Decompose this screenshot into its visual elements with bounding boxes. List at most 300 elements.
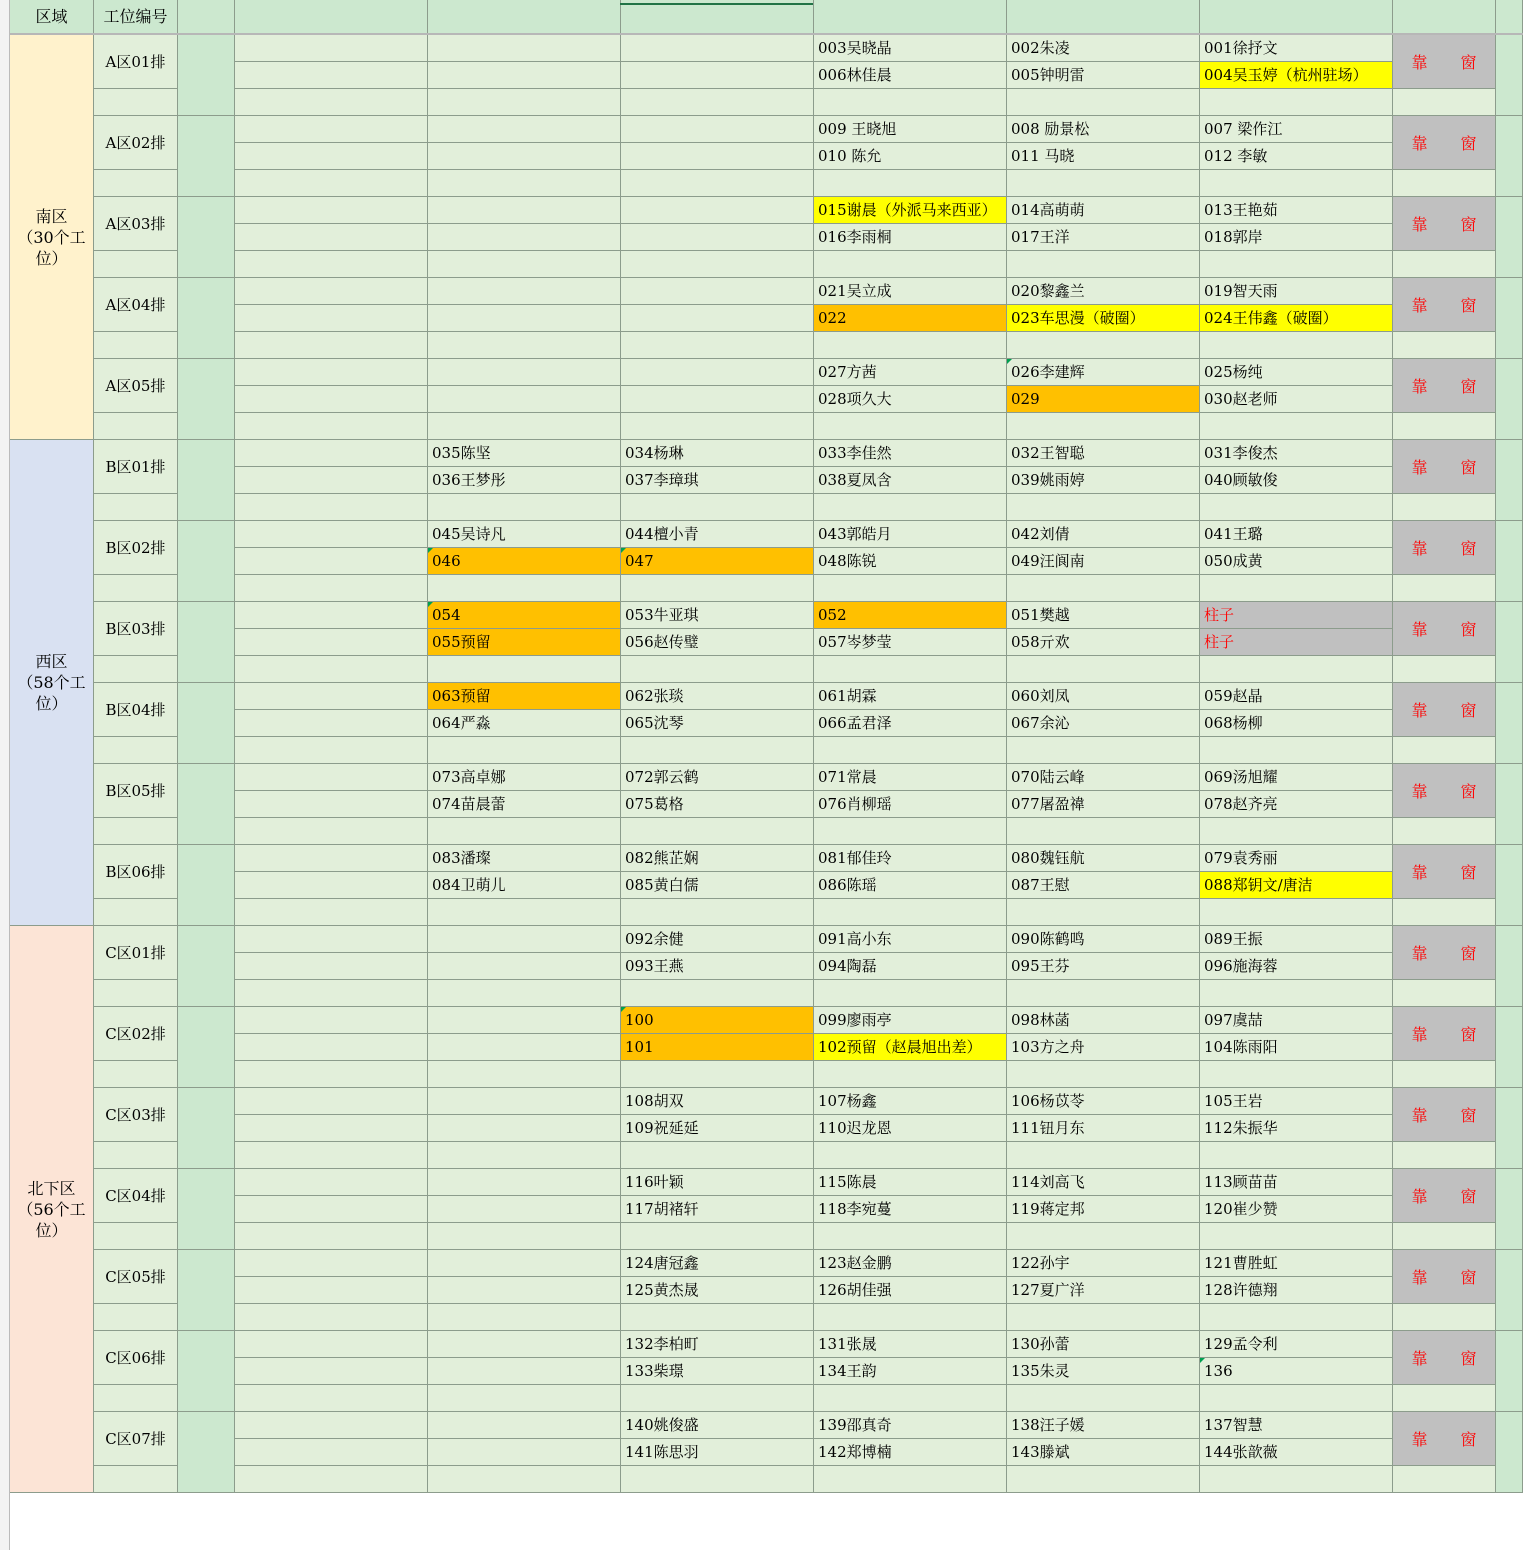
spacer-cell[interactable] bbox=[621, 899, 814, 926]
empty-seat-cell[interactable] bbox=[235, 926, 428, 953]
row-label[interactable]: B区02排 bbox=[94, 521, 178, 575]
spacer-cell[interactable] bbox=[814, 1223, 1007, 1250]
empty-seat-cell[interactable] bbox=[621, 197, 814, 224]
spacer-cell[interactable] bbox=[1393, 980, 1496, 1007]
seat-cell[interactable] bbox=[1007, 1277, 1200, 1304]
row-label[interactable]: B区04排 bbox=[94, 683, 178, 737]
header-station-no[interactable]: 工位编号 bbox=[94, 0, 178, 35]
seat-cell[interactable] bbox=[814, 953, 1007, 980]
spacer-cell[interactable] bbox=[621, 1061, 814, 1088]
spacer-cell[interactable] bbox=[428, 1466, 621, 1493]
seat-cell[interactable] bbox=[814, 1412, 1007, 1439]
spacer-cell[interactable] bbox=[94, 1385, 178, 1412]
empty-seat-cell[interactable] bbox=[235, 845, 428, 872]
spacer-cell[interactable] bbox=[1007, 818, 1200, 845]
seat-cell[interactable] bbox=[621, 764, 814, 791]
seat-cell[interactable] bbox=[621, 1034, 814, 1061]
seat-cell[interactable] bbox=[1200, 359, 1393, 386]
window-cell[interactable] bbox=[1393, 359, 1496, 413]
edge-column-cell[interactable] bbox=[1496, 440, 1523, 521]
seat-cell[interactable] bbox=[1007, 1034, 1200, 1061]
spacer-cell[interactable] bbox=[235, 494, 428, 521]
empty-seat-cell[interactable] bbox=[428, 953, 621, 980]
seat-cell[interactable] bbox=[428, 683, 621, 710]
seat-cell[interactable] bbox=[1007, 764, 1200, 791]
spacer-cell[interactable] bbox=[1200, 1304, 1393, 1331]
seat-cell[interactable] bbox=[814, 602, 1007, 629]
window-cell[interactable] bbox=[1393, 1412, 1496, 1466]
seat-cell[interactable] bbox=[1200, 926, 1393, 953]
spacer-cell[interactable] bbox=[1200, 1466, 1393, 1493]
spacer-cell[interactable] bbox=[1393, 89, 1496, 116]
spacer-cell[interactable] bbox=[1393, 170, 1496, 197]
spacer-cell[interactable] bbox=[1200, 818, 1393, 845]
empty-seat-cell[interactable] bbox=[235, 1439, 428, 1466]
edge-column-cell[interactable] bbox=[1496, 602, 1523, 683]
seat-cell[interactable] bbox=[621, 845, 814, 872]
spacer-cell[interactable] bbox=[1393, 818, 1496, 845]
seat-cell[interactable] bbox=[814, 1331, 1007, 1358]
seat-cell[interactable] bbox=[1200, 710, 1393, 737]
seat-cell[interactable] bbox=[814, 305, 1007, 332]
empty-seat-cell[interactable] bbox=[621, 143, 814, 170]
empty-column-cell[interactable] bbox=[178, 35, 235, 116]
empty-column-cell[interactable] bbox=[178, 521, 235, 602]
spacer-cell[interactable] bbox=[621, 413, 814, 440]
empty-seat-cell[interactable] bbox=[235, 764, 428, 791]
spacer-cell[interactable] bbox=[94, 251, 178, 278]
empty-column-cell[interactable] bbox=[178, 1169, 235, 1250]
seat-cell[interactable] bbox=[814, 278, 1007, 305]
header-zone[interactable]: 区域 bbox=[10, 0, 94, 35]
spacer-cell[interactable] bbox=[621, 251, 814, 278]
spacer-cell[interactable] bbox=[428, 1142, 621, 1169]
spacer-cell[interactable] bbox=[1393, 575, 1496, 602]
seat-cell[interactable] bbox=[621, 1196, 814, 1223]
window-cell[interactable] bbox=[1393, 683, 1496, 737]
header-cell[interactable] bbox=[428, 0, 621, 35]
spacer-cell[interactable] bbox=[814, 1466, 1007, 1493]
row-label[interactable]: A区04排 bbox=[94, 278, 178, 332]
empty-seat-cell[interactable] bbox=[235, 1034, 428, 1061]
row-label[interactable]: B区05排 bbox=[94, 764, 178, 818]
header-cell[interactable] bbox=[1393, 0, 1496, 35]
seat-cell[interactable] bbox=[621, 926, 814, 953]
spacer-cell[interactable] bbox=[1007, 1142, 1200, 1169]
seat-cell[interactable] bbox=[814, 1196, 1007, 1223]
seat-cell[interactable] bbox=[814, 116, 1007, 143]
spacer-cell[interactable] bbox=[235, 251, 428, 278]
seat-cell[interactable] bbox=[1200, 116, 1393, 143]
edge-column-cell[interactable] bbox=[1496, 926, 1523, 1007]
spacer-cell[interactable] bbox=[235, 1223, 428, 1250]
spacer-cell[interactable] bbox=[1200, 656, 1393, 683]
empty-column-cell[interactable] bbox=[178, 1331, 235, 1412]
window-cell[interactable] bbox=[1393, 197, 1496, 251]
empty-seat-cell[interactable] bbox=[428, 278, 621, 305]
empty-seat-cell[interactable] bbox=[428, 1358, 621, 1385]
seat-cell[interactable] bbox=[814, 791, 1007, 818]
spacer-cell[interactable] bbox=[94, 1304, 178, 1331]
spacer-cell[interactable] bbox=[428, 1385, 621, 1412]
row-label[interactable]: A区03排 bbox=[94, 197, 178, 251]
spacer-cell[interactable] bbox=[94, 575, 178, 602]
row-label[interactable]: C区01排 bbox=[94, 926, 178, 980]
spacer-cell[interactable] bbox=[814, 413, 1007, 440]
spacer-cell[interactable] bbox=[428, 656, 621, 683]
edge-column-cell[interactable] bbox=[1496, 1250, 1523, 1331]
seat-cell[interactable] bbox=[814, 62, 1007, 89]
header-cell[interactable] bbox=[621, 0, 814, 35]
spacer-cell[interactable] bbox=[814, 1304, 1007, 1331]
empty-seat-cell[interactable] bbox=[428, 1007, 621, 1034]
spacer-cell[interactable] bbox=[94, 1466, 178, 1493]
seat-cell[interactable] bbox=[428, 629, 621, 656]
row-label[interactable]: A区01排 bbox=[94, 35, 178, 89]
seat-cell[interactable] bbox=[621, 791, 814, 818]
seat-cell[interactable] bbox=[428, 521, 621, 548]
empty-seat-cell[interactable] bbox=[235, 1331, 428, 1358]
seat-cell[interactable] bbox=[1200, 683, 1393, 710]
spacer-cell[interactable] bbox=[621, 1466, 814, 1493]
seat-cell[interactable] bbox=[428, 467, 621, 494]
edge-column-cell[interactable] bbox=[1496, 683, 1523, 764]
spacer-cell[interactable] bbox=[814, 89, 1007, 116]
seat-cell[interactable] bbox=[1007, 629, 1200, 656]
seat-cell[interactable] bbox=[1200, 440, 1393, 467]
spacer-cell[interactable] bbox=[428, 413, 621, 440]
seat-cell[interactable] bbox=[621, 683, 814, 710]
seat-cell[interactable] bbox=[1007, 683, 1200, 710]
spacer-cell[interactable] bbox=[1007, 656, 1200, 683]
seat-cell[interactable] bbox=[1200, 791, 1393, 818]
spacer-cell[interactable] bbox=[235, 737, 428, 764]
spacer-cell[interactable] bbox=[235, 413, 428, 440]
seat-cell[interactable] bbox=[621, 1277, 814, 1304]
seat-cell[interactable] bbox=[1007, 548, 1200, 575]
spacer-cell[interactable] bbox=[1007, 899, 1200, 926]
spacer-cell[interactable] bbox=[94, 494, 178, 521]
edge-column-cell[interactable] bbox=[1496, 116, 1523, 197]
empty-seat-cell[interactable] bbox=[428, 1412, 621, 1439]
seat-cell[interactable] bbox=[1200, 224, 1393, 251]
seat-cell[interactable] bbox=[428, 791, 621, 818]
seat-cell[interactable] bbox=[621, 953, 814, 980]
spacer-cell[interactable] bbox=[814, 1385, 1007, 1412]
spacer-cell[interactable] bbox=[1007, 980, 1200, 1007]
seat-cell[interactable] bbox=[1200, 1250, 1393, 1277]
row-label[interactable]: B区06排 bbox=[94, 845, 178, 899]
spacer-cell[interactable] bbox=[1200, 413, 1393, 440]
spacer-cell[interactable] bbox=[94, 1223, 178, 1250]
empty-column-cell[interactable] bbox=[178, 359, 235, 440]
empty-seat-cell[interactable] bbox=[621, 278, 814, 305]
empty-column-cell[interactable] bbox=[178, 926, 235, 1007]
spacer-cell[interactable] bbox=[428, 899, 621, 926]
header-cell[interactable] bbox=[235, 0, 428, 35]
spacer-cell[interactable] bbox=[428, 818, 621, 845]
spacer-cell[interactable] bbox=[814, 737, 1007, 764]
spacer-cell[interactable] bbox=[621, 1223, 814, 1250]
header-cell[interactable] bbox=[1007, 0, 1200, 35]
spacer-cell[interactable] bbox=[235, 1385, 428, 1412]
spacer-cell[interactable] bbox=[428, 251, 621, 278]
window-cell[interactable] bbox=[1393, 602, 1496, 656]
seat-cell[interactable] bbox=[814, 926, 1007, 953]
spacer-cell[interactable] bbox=[1393, 413, 1496, 440]
empty-seat-cell[interactable] bbox=[428, 197, 621, 224]
seat-cell[interactable] bbox=[1200, 305, 1393, 332]
seat-cell[interactable] bbox=[1007, 197, 1200, 224]
seat-cell[interactable] bbox=[1007, 1196, 1200, 1223]
seat-cell[interactable] bbox=[814, 521, 1007, 548]
spacer-cell[interactable] bbox=[621, 170, 814, 197]
seat-cell[interactable] bbox=[814, 1358, 1007, 1385]
spacer-cell[interactable] bbox=[428, 494, 621, 521]
header-cell[interactable] bbox=[1496, 0, 1523, 35]
empty-seat-cell[interactable] bbox=[235, 467, 428, 494]
seat-cell[interactable] bbox=[814, 629, 1007, 656]
row-label[interactable]: C区04排 bbox=[94, 1169, 178, 1223]
spacer-cell[interactable] bbox=[94, 737, 178, 764]
pillar-cell[interactable] bbox=[1200, 629, 1393, 656]
seat-cell[interactable] bbox=[1007, 791, 1200, 818]
spacer-cell[interactable] bbox=[1200, 170, 1393, 197]
seat-cell[interactable] bbox=[621, 1412, 814, 1439]
seat-cell[interactable] bbox=[428, 872, 621, 899]
empty-column-cell[interactable] bbox=[178, 116, 235, 197]
header-cell[interactable] bbox=[1200, 0, 1393, 35]
spacer-cell[interactable] bbox=[1393, 1466, 1496, 1493]
seat-cell[interactable] bbox=[1007, 278, 1200, 305]
seat-cell[interactable] bbox=[621, 521, 814, 548]
empty-seat-cell[interactable] bbox=[428, 1169, 621, 1196]
edge-column-cell[interactable] bbox=[1496, 1169, 1523, 1250]
spacer-cell[interactable] bbox=[1200, 1142, 1393, 1169]
empty-seat-cell[interactable] bbox=[428, 1277, 621, 1304]
seat-cell[interactable] bbox=[814, 1277, 1007, 1304]
spacer-cell[interactable] bbox=[428, 332, 621, 359]
empty-seat-cell[interactable] bbox=[235, 1115, 428, 1142]
spacer-cell[interactable] bbox=[1007, 494, 1200, 521]
spacer-cell[interactable] bbox=[1393, 737, 1496, 764]
empty-seat-cell[interactable] bbox=[235, 62, 428, 89]
spacer-cell[interactable] bbox=[428, 575, 621, 602]
seat-cell[interactable] bbox=[1007, 62, 1200, 89]
spacer-cell[interactable] bbox=[1200, 1223, 1393, 1250]
seat-cell[interactable] bbox=[1007, 224, 1200, 251]
seat-cell[interactable] bbox=[621, 548, 814, 575]
seat-cell[interactable] bbox=[1007, 1439, 1200, 1466]
row-label[interactable]: B区01排 bbox=[94, 440, 178, 494]
seat-cell[interactable] bbox=[1200, 1277, 1393, 1304]
empty-seat-cell[interactable] bbox=[428, 1250, 621, 1277]
spacer-cell[interactable] bbox=[428, 737, 621, 764]
seat-cell[interactable] bbox=[428, 602, 621, 629]
spacer-cell[interactable] bbox=[621, 575, 814, 602]
seat-cell[interactable] bbox=[1200, 1007, 1393, 1034]
spacer-cell[interactable] bbox=[428, 1223, 621, 1250]
seat-cell[interactable] bbox=[1200, 386, 1393, 413]
empty-seat-cell[interactable] bbox=[621, 224, 814, 251]
seat-cell[interactable] bbox=[1007, 1331, 1200, 1358]
empty-seat-cell[interactable] bbox=[428, 1034, 621, 1061]
empty-seat-cell[interactable] bbox=[621, 35, 814, 62]
spacer-cell[interactable] bbox=[94, 1142, 178, 1169]
empty-seat-cell[interactable] bbox=[621, 386, 814, 413]
seat-cell[interactable] bbox=[1200, 521, 1393, 548]
seat-cell[interactable] bbox=[1200, 1088, 1393, 1115]
spacer-cell[interactable] bbox=[428, 89, 621, 116]
seat-cell[interactable] bbox=[621, 1331, 814, 1358]
spacer-cell[interactable] bbox=[1007, 170, 1200, 197]
spacer-cell[interactable] bbox=[1393, 1061, 1496, 1088]
seat-cell[interactable] bbox=[1200, 1331, 1393, 1358]
seat-cell[interactable] bbox=[1007, 521, 1200, 548]
spacer-cell[interactable] bbox=[235, 575, 428, 602]
seat-cell[interactable] bbox=[621, 1088, 814, 1115]
seat-cell[interactable] bbox=[814, 548, 1007, 575]
seat-cell[interactable] bbox=[814, 224, 1007, 251]
spacer-cell[interactable] bbox=[235, 332, 428, 359]
empty-column-cell[interactable] bbox=[178, 1088, 235, 1169]
seat-cell[interactable] bbox=[814, 683, 1007, 710]
spacer-cell[interactable] bbox=[235, 89, 428, 116]
seat-cell[interactable] bbox=[1200, 143, 1393, 170]
seat-cell[interactable] bbox=[621, 1250, 814, 1277]
window-cell[interactable] bbox=[1393, 35, 1496, 89]
edge-column-cell[interactable] bbox=[1496, 359, 1523, 440]
spacer-cell[interactable] bbox=[1393, 494, 1496, 521]
empty-seat-cell[interactable] bbox=[428, 1331, 621, 1358]
seat-cell[interactable] bbox=[1200, 1439, 1393, 1466]
empty-seat-cell[interactable] bbox=[621, 305, 814, 332]
spacer-cell[interactable] bbox=[1393, 1223, 1496, 1250]
header-cell[interactable] bbox=[814, 0, 1007, 35]
seat-cell[interactable] bbox=[1007, 305, 1200, 332]
empty-column-cell[interactable] bbox=[178, 602, 235, 683]
zone-label[interactable] bbox=[10, 35, 94, 440]
edge-column-cell[interactable] bbox=[1496, 521, 1523, 602]
edge-column-cell[interactable] bbox=[1496, 35, 1523, 116]
zone-label[interactable] bbox=[10, 926, 94, 1493]
row-label[interactable]: B区03排 bbox=[94, 602, 178, 656]
seat-cell[interactable] bbox=[814, 1250, 1007, 1277]
seat-cell[interactable] bbox=[621, 602, 814, 629]
spacer-cell[interactable] bbox=[1200, 737, 1393, 764]
empty-seat-cell[interactable] bbox=[235, 629, 428, 656]
empty-seat-cell[interactable] bbox=[428, 386, 621, 413]
empty-seat-cell[interactable] bbox=[235, 710, 428, 737]
spacer-cell[interactable] bbox=[94, 332, 178, 359]
spacer-cell[interactable] bbox=[1200, 980, 1393, 1007]
empty-column-cell[interactable] bbox=[178, 845, 235, 926]
seat-cell[interactable] bbox=[1200, 548, 1393, 575]
seat-cell[interactable] bbox=[621, 710, 814, 737]
seat-cell[interactable] bbox=[814, 197, 1007, 224]
empty-seat-cell[interactable] bbox=[428, 926, 621, 953]
window-cell[interactable] bbox=[1393, 278, 1496, 332]
seat-cell[interactable] bbox=[1007, 953, 1200, 980]
seat-cell[interactable] bbox=[1200, 764, 1393, 791]
seat-cell[interactable] bbox=[814, 872, 1007, 899]
spacer-cell[interactable] bbox=[1200, 251, 1393, 278]
seat-cell[interactable] bbox=[621, 1007, 814, 1034]
spacer-cell[interactable] bbox=[1007, 1385, 1200, 1412]
seat-cell[interactable] bbox=[1007, 1007, 1200, 1034]
seat-cell[interactable] bbox=[1007, 845, 1200, 872]
empty-seat-cell[interactable] bbox=[235, 197, 428, 224]
empty-seat-cell[interactable] bbox=[235, 1007, 428, 1034]
empty-column-cell[interactable] bbox=[178, 1007, 235, 1088]
empty-seat-cell[interactable] bbox=[235, 872, 428, 899]
seat-cell[interactable] bbox=[1200, 1034, 1393, 1061]
empty-seat-cell[interactable] bbox=[428, 359, 621, 386]
edge-column-cell[interactable] bbox=[1496, 278, 1523, 359]
empty-seat-cell[interactable] bbox=[235, 224, 428, 251]
seat-cell[interactable] bbox=[1007, 35, 1200, 62]
spacer-cell[interactable] bbox=[235, 1142, 428, 1169]
spacer-cell[interactable] bbox=[94, 413, 178, 440]
spacer-cell[interactable] bbox=[1007, 1223, 1200, 1250]
spacer-cell[interactable] bbox=[1393, 1304, 1496, 1331]
window-cell[interactable] bbox=[1393, 1007, 1496, 1061]
seat-cell[interactable] bbox=[428, 710, 621, 737]
seat-cell[interactable] bbox=[621, 1439, 814, 1466]
edge-column-cell[interactable] bbox=[1496, 1331, 1523, 1412]
spacer-cell[interactable] bbox=[814, 494, 1007, 521]
spacer-cell[interactable] bbox=[814, 170, 1007, 197]
spacer-cell[interactable] bbox=[814, 1142, 1007, 1169]
seat-cell[interactable] bbox=[1200, 35, 1393, 62]
window-cell[interactable] bbox=[1393, 1250, 1496, 1304]
seat-cell[interactable] bbox=[814, 440, 1007, 467]
spacer-cell[interactable] bbox=[1007, 413, 1200, 440]
spacer-cell[interactable] bbox=[1393, 656, 1496, 683]
spacer-cell[interactable] bbox=[428, 1061, 621, 1088]
window-cell[interactable] bbox=[1393, 1331, 1496, 1385]
row-label[interactable]: C区02排 bbox=[94, 1007, 178, 1061]
seat-cell[interactable] bbox=[814, 710, 1007, 737]
empty-seat-cell[interactable] bbox=[428, 1439, 621, 1466]
seat-cell[interactable] bbox=[814, 764, 1007, 791]
empty-seat-cell[interactable] bbox=[235, 1277, 428, 1304]
window-cell[interactable] bbox=[1393, 440, 1496, 494]
seat-cell[interactable] bbox=[1200, 845, 1393, 872]
seat-cell[interactable] bbox=[1200, 62, 1393, 89]
edge-column-cell[interactable] bbox=[1496, 197, 1523, 278]
spacer-cell[interactable] bbox=[814, 1061, 1007, 1088]
empty-seat-cell[interactable] bbox=[428, 1115, 621, 1142]
row-label[interactable]: C区05排 bbox=[94, 1250, 178, 1304]
seat-cell[interactable] bbox=[814, 1439, 1007, 1466]
empty-seat-cell[interactable] bbox=[621, 116, 814, 143]
spacer-cell[interactable] bbox=[621, 1385, 814, 1412]
seat-cell[interactable] bbox=[1200, 1169, 1393, 1196]
spacer-cell[interactable] bbox=[235, 818, 428, 845]
seat-cell[interactable] bbox=[814, 143, 1007, 170]
seat-cell[interactable] bbox=[621, 1115, 814, 1142]
spacer-cell[interactable] bbox=[814, 899, 1007, 926]
spacer-cell[interactable] bbox=[235, 1304, 428, 1331]
spacer-cell[interactable] bbox=[428, 1304, 621, 1331]
spacer-cell[interactable] bbox=[1200, 332, 1393, 359]
spacer-cell[interactable] bbox=[428, 170, 621, 197]
seat-cell[interactable] bbox=[1007, 359, 1200, 386]
seat-cell[interactable] bbox=[1007, 1088, 1200, 1115]
spacer-cell[interactable] bbox=[428, 980, 621, 1007]
zone-label[interactable] bbox=[10, 440, 94, 926]
